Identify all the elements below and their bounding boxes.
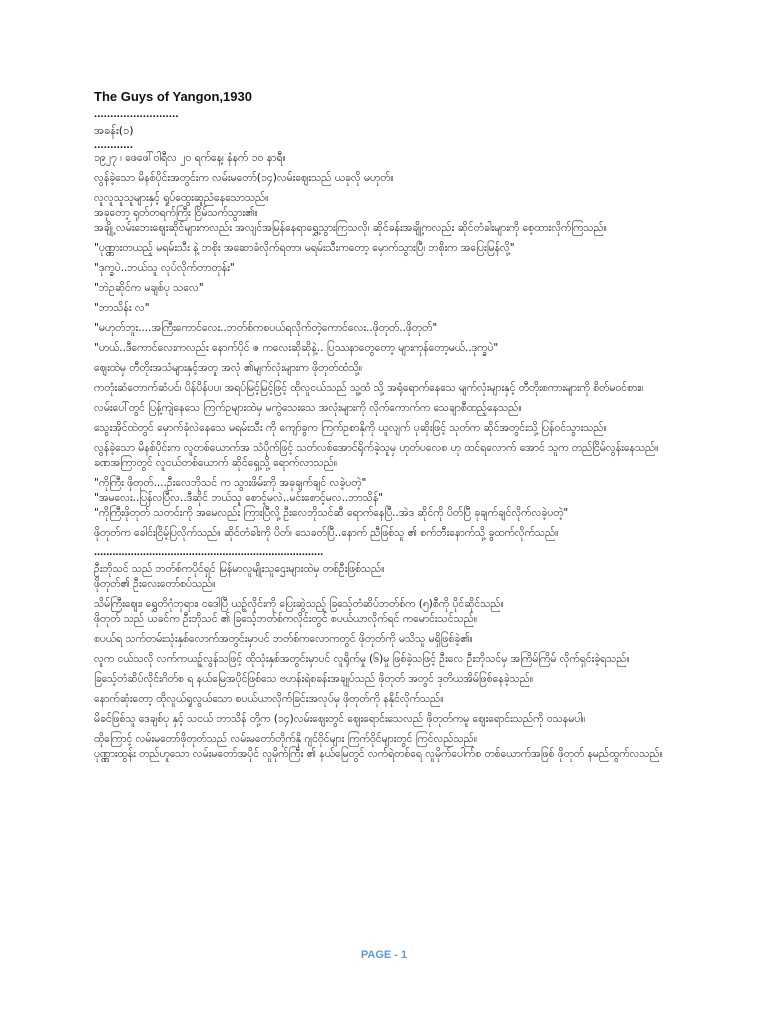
section-separator: ........................................................................... <box>94 546 324 558</box>
paragraph: အခုတော့ ရုတ်တရက်ကြီး ငြိမ်သက်သွား၏။ <box>94 207 258 219</box>
paragraph: "ဘာသိန်း လ" <box>94 302 150 314</box>
page-number: PAGE - 1 <box>360 949 408 961</box>
paragraph: သိမ်ကြီးဈေး၊ ရွှေတိဂုံဘုရား၊ ငဒေါပြီ ယဉ့်လိုင်းကို ပြေးဆွဲသည့် ခြသေ့်တံဆိပ်ဘတ်စ်က (၅)စီကို ပိုင်ဆိုင်သည်။ <box>94 598 504 610</box>
paragraph: ထိုကြောင့် လမ်းမတော်ဖိုတုတ်သည် လမ်းမတော်တိုက်နို ဂျင်ဝိုင်များ ကြက်ဝိုင်များတွင် ကြင်လည်သည်။ <box>94 733 477 745</box>
paragraph: "အမလေး..ပြန်လပြီလ..ဒီဆိုင် ဘယ်သူ စောင့်မလဲ..မင်းစောင့်မလ..ဘာသိန်" <box>94 492 384 504</box>
paragraph: ပုဏ္ဏားထွန်း တည်ဟူသော လမ်းမတော်အပိုင် လူမိုက်ကြီး ၏ နယ်မြေတွင် လက်ရဲတစ်ရေ လူမိုက်ပေါက်စ တစ်ယောက်အဖြစ် ဖိုတုတ် နမည်ထွက်လသည်။ <box>94 748 663 760</box>
paragraph: "မဟုတ်ဘူး....အကြီးကောင်လေး..ဘတ်စ်ကစပယ်ရလိုက်တဲ့ကောင်လေး..ဖိုတုတ်..ဖိုတုတ်" <box>94 322 438 334</box>
document-body <box>94 152 684 768</box>
paragraph: ခြသေ့်တံဆိပ်လိုင်းဂိတ်စ ရ နယ်မြေအပိုင်ဖြစ်သေ ဗဟန်းရဲစခန်းအချုပ်သည် ဖိုတုတ် အတွင် ဒုတိယအိမ်ဖြစ်နေခဲ့သည်။ <box>94 673 534 685</box>
paragraph: လမ်းပေါ်တွင် ပြန့်ကျဲနေသေ ကြက်ဥများထဲမှ မကွဲသေးသေ အလုံးများကို လိုက်ကောက်က သေချာစီထည့်နေသည်။ <box>94 402 522 414</box>
paragraph: အချို့ လမ်းဘေးဈေးဆိုင်များကလည်း အလျင်အမြန်နေရာရွှေ့သွားကြသလို၊ ဆိုင်ခန်းအချို့ကလည်း ဆိုင်တံခါးများကို စေ့ထားလိုက်ကြသည်။ <box>94 222 607 234</box>
paragraph: ကတုံးဆံတောက်ဆံပင်၊ ပိန်ပိန်ပပ၊ အရပ်မြင့်မြင့်ဖြင့် ထိုလူငယ်သည် သူ့ထံ သို့ အရုံရောက်နေသေ မျက်လုံးများနှင့် တီတိုးစကားများကို စိတ်မဝင်စား။ <box>94 382 644 394</box>
paragraph: စပယ်ရ သက်တမ်းသုံးနှစ်လောက်အတွင်းမှာပင် ဘတ်စ်ကလောကတွင် ဖိုတုတ်ကို မသိသူ မရှိဖြစ်ခဲ့၏။ <box>94 633 473 645</box>
paragraph: ဈေးထဲမှ တီတိုးအသံများနှင့်အတူ အလုံ ၏မျက်လုံးများက ဖိုတုတ်ထံသို့။ <box>94 362 363 374</box>
paragraph: "ကိုကြီးဖိုတုတ် သတင်းကို အမေလည်း ကြားပြီလို့ ဦးလေဘိုသင်ဆီ ရောက်နေပြီ..အဲဒ ဆိုင်ကို ပိတ်ပြီ ခုချက်ချင်လိုက်လခဲ့ပတဲ့" <box>94 507 569 519</box>
paragraph: "ဘဲဥဆိုင်က မချစ်ပု သလေ" <box>94 282 204 294</box>
paragraph: ဦးဘိုသင် သည် ဘတ်စ်ကပိုင်ရှင် မြန်မာလူမျိုးသူဌေးများထဲမှ တစ်ဦးဖြစ်သည်။ <box>94 563 385 575</box>
paragraph: လွန်ခဲ့သော မိနစ်ပိုင်းအတွင်းက လမ်းမတော်(၁၄)လမ်းဈေးသည် ယခုလို မဟုတ်။ <box>94 172 394 184</box>
paragraph: မိခင်ဖြစ်သူ ဒေချစ်ပု နှင့် သငယ် ဘာသိန် တို့က (၁၄)လမ်းဈေးတွင် ဈေးရောင်းသေလည် ဖိုတုတ်ကမူ ဈေးရောင်းသည်ကို ဝသနမပါ။ <box>94 713 586 725</box>
paragraph: နောက်ဆုံးတော့ ထိုလူယ်ရှုလွယ်သော စပယ်ယာလိုက်ခြင်းအလုပ်မှ ဖိုတုတ်ကို နနိုင်လိုက်သည်။ <box>94 693 444 705</box>
paragraph: "ကိုကြီး ဖိုတုတ်....ဦးလေဘိုသင် က သွားဖိမ်းကို အခုချက်ချင် လခဲ့ပတဲ့" <box>94 477 367 489</box>
paragraph: ခဏအကြာတွင် လူငယ်တစ်ယောက် ဆိုင်ရှေ့သို့ ရောက်လာသည်။ <box>94 457 338 469</box>
paragraph: ဖိုတုတ် သည် ယခင်က ဦးဘိုသင် ၏ ခြသေ့်ဘတ်စ်ကလိုင်းတွင် စပယ်ယာလိုက်ရင် ကမောင်းသင်သည်။ <box>94 613 478 625</box>
paragraph: လူလူသူသူများနှင့် ရှုပ်ထွေးဆူညံနေသောသည်။ <box>94 192 269 204</box>
paragraph: ဖိုတုတ်၏ ဦးလေးတော်စပ်သည်။ <box>94 578 216 590</box>
document-title: The Guys of Yangon,1930 <box>94 89 252 104</box>
paragraph: ၁၉၂၇ ၊ ဖေဖေါ်ဝါရီလ ၂၀ ရက်နေ့၊ နံနက် ၁၀ နာရီ။ <box>94 152 286 164</box>
paragraph: လူက ငယ်သလို လက်ကယဉ့်လွန်သဖြင့် ထိုသုံးနှစ်အတွင်းမှာပင် လူရိုက်မှု (၆)မှု ဖြစ်ခဲ့သဖြင့် ဦးလေ ဦးဘိုသင်မှ အကြိမ်ကြိမ် လိုက်ရှင်းခဲ့ရသည်။ <box>94 653 630 665</box>
chapter-dotted-rule: ............ <box>94 139 134 151</box>
paragraph: ဖိုတုတ်က ခေါင်းငြိမ့်ပြလိုက်သည်။ ဆိုင်တံခါးကို ပိတ်၊ သေခတ်ပြီ..နောက် ညီဖြစ်သူ ၏ စက်ဘီးနောက်သို့ ခွထက်လိုက်သည်။ <box>94 527 559 539</box>
paragraph: "ပုဏ္ဏားတယည့် မရမ်းသီး နဲ့ ဘစိုး အဆောခံလိုက်ရတာ၊ မရမ်းသီးကတော့ မှောက်သွားပြီ၊ ဘစိုးက အပြေးမြန်လို့" <box>94 242 515 254</box>
paragraph: သွေးအိုင်ထဲတွင် မှောက်ခုံလဲနေသေ မရမ်းသီး ကို ကျော်ခွက ကြက်ဥစာနိုကို ယူလျက် ပုဆိုးဖြင့် သုတ်က ဆိုင်အတွင်းသို့ ပြန်ဝင်သွားသည်။ <box>94 422 607 434</box>
chapter-heading: အခန်း(၁) <box>94 124 134 137</box>
paragraph: လွန်ခဲ့သော မိနစ်ပိုင်းက လူတစ်ယောက်အ သံပိုက်ဖြင့် သတ်လစ်အောင်ရိုက်ခဲ့သူမှ ဟုတ်ပလေစ ဟု ထင်ရလောက် အောင် သူက တည်ငြိမ်လွန်းနေသည်။ <box>94 442 659 454</box>
paragraph: "ဒုက္ခပဲ..ဘယ်သူ လုပ်လိုက်တာတုန်း" <box>94 262 235 274</box>
paragraph: "ဟယ်..ဒီကောင်လေးကလည်း နောက်ပိုင် ဇ ကလေးဆိုဆိုနဲ့.. ပြဿနာတွေတော့ များကုန်တော့မယ်..ဒုက္ခပဲ" <box>94 342 499 354</box>
title-dotted-rule: .......................... <box>94 108 179 120</box>
